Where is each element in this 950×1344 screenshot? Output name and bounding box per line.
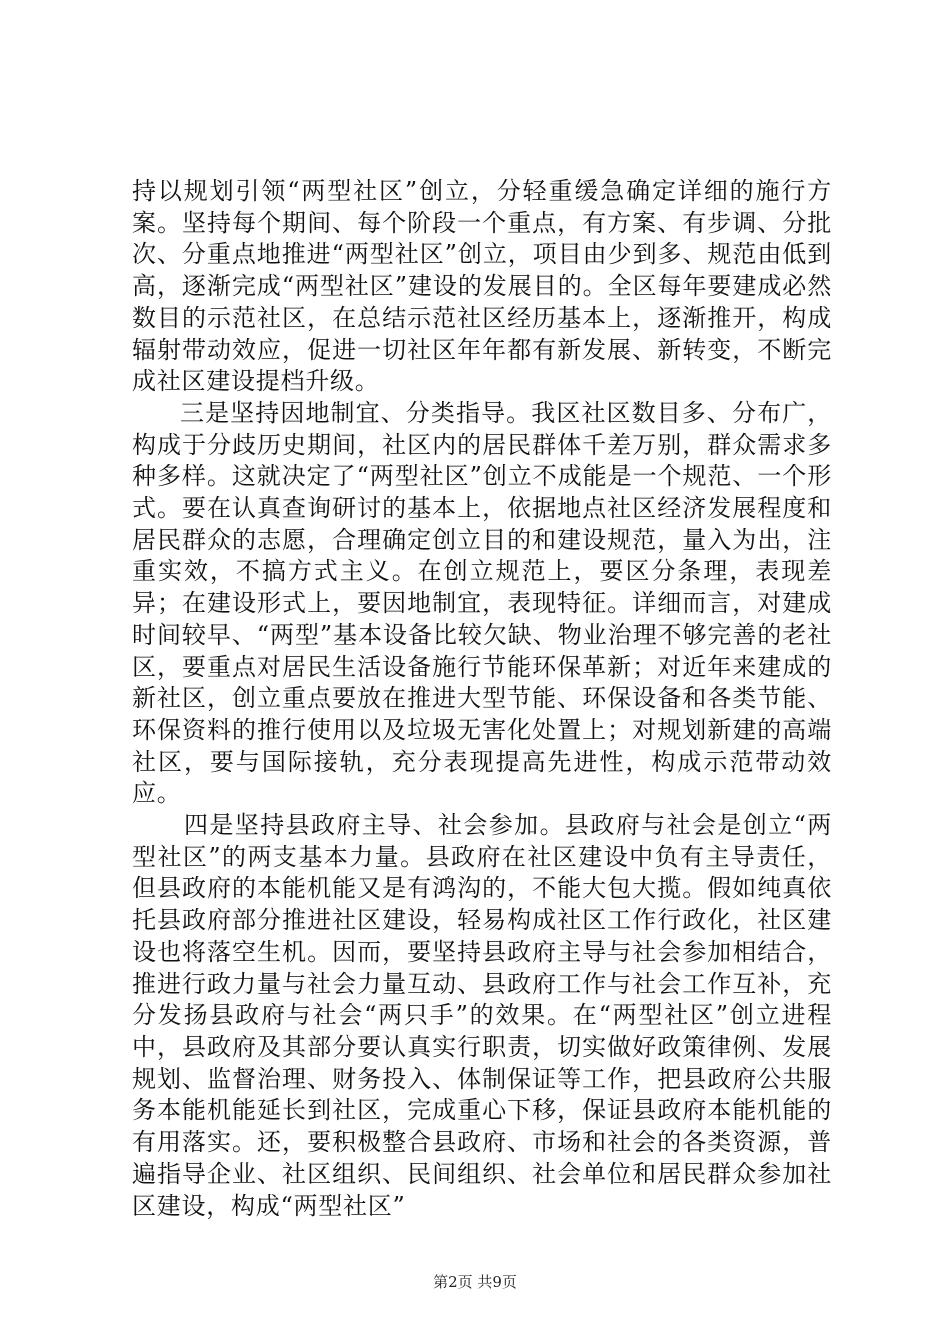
document-body [132,176,832,1222]
paragraph-point-three: 三是坚持因地制宜、分类指导。我区社区数目多、分布广，构成于分歧历史期间，社区内的居民群体千差万别，群众需求多种多样。这就决定了“两型社区”创立不成能是一个规范、一个形式。要在认真查询研讨的基本上，依据地点社区经济发展程度和居民群众的志愿，合理确定创立目的和建设规范，量入为出，注重实效，不搞方式主义。在创立规范上，要区分条理，表现差异；在建设形式上，要因地制宜，表现特征。详细而言，对建成时间较早、“两型”基本设备比较欠缺、物业治理不够完善的老社区，要重点对居民生活设备施行节能环保革新；对近年来建成的新社区，创立重点要放在推进大型节能、环保设备和各类节能、环保资料的推行使用以及垃圾无害化处置上；对规划新建的高端社区，要与国际接轨，充分表现提高先进性，构成示范带动效应。 [132,398,832,808]
page-footer: 第2页 共9页 [433,1273,517,1291]
paragraph-point-four: 四是坚持县政府主导、社会参加。县政府与社会是创立“两型社区”的两支基本力量。县政府在社区建设中负有主导责任，但县政府的本能机能又是有鸿沟的，不能大包大揽。假如纯真依托县政府部分推进社区建设，轻易构成社区工作行政化，社区建设也将落空生机。因而，要坚持县政府主导与社会参加相结合，推进行政力量与社会力量互动、县政府工作与社会工作互补，充分发扬县政府与社会“两只手”的效果。在“两型社区”创立进程中，县政府及其部分要认真实行职责，切实做好政策律例、发展规划、监督治理、财务投入、体制保证等工作，把县政府公共服务本能机能延长到社区，完成重心下移，保证县政府本能机能的有用落实。还，要积极整合县政府、市场和社会的各类资源，普遍指导企业、社区组织、民间组织、社会单位和居民群众参加社区建设，构成“两型社区” [132,811,832,1220]
paragraph-continuation: 持以规划引领“两型社区”创立，分轻重缓急确定详细的施行方案。坚持每个期间、每个阶段一个重点，有方案、有步调、分批次、分重点地推进“两型社区”创立，项目由少到多、规范由低到高，逐渐完成“两型社区”建设的发展目的。全区每年要建成必然数目的示范社区，在总结示范社区经历基本上，逐渐推开，构成辐射带动效应，促进一切社区年年都有新发展、新转变，不断完成社区建设提档升级。 [132,177,832,396]
